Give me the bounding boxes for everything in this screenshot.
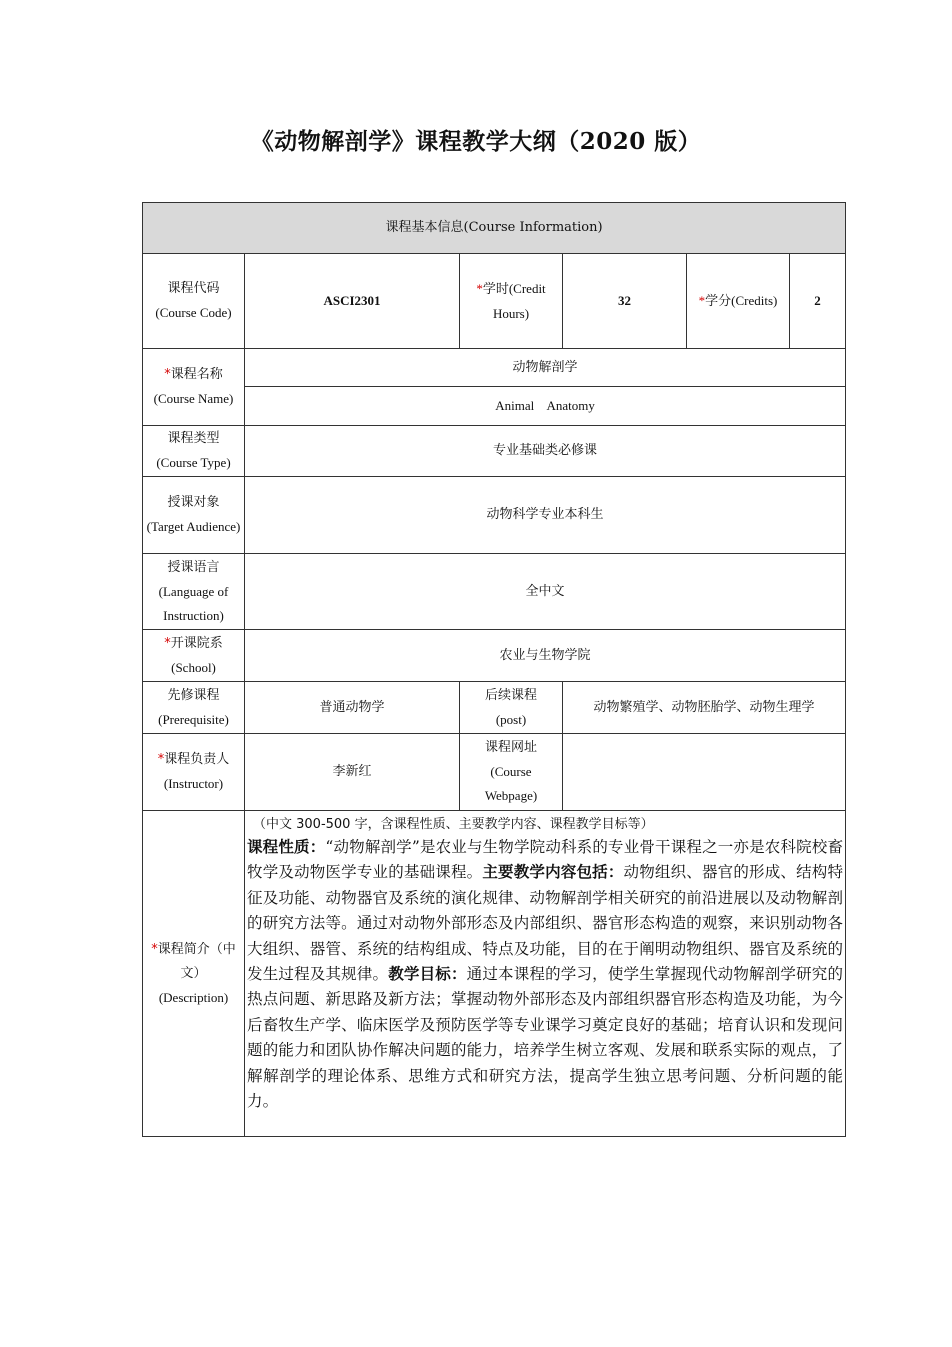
course-type-value: 专业基础类必修课 <box>245 426 846 477</box>
course-code-value: ASCI2301 <box>245 254 460 349</box>
webpage-label: 课程网址 (Course Webpage) <box>460 734 563 811</box>
content-label: 主要教学内容包括： <box>482 863 624 882</box>
header-zh: 课程基本信息 <box>385 220 464 235</box>
description-row <box>143 811 846 1137</box>
course-name-zh: 动物解剖学 <box>245 349 846 387</box>
webpage-value <box>563 734 846 811</box>
target-audience-value: 动物科学专业本科生 <box>245 477 846 554</box>
content-text: 动物组织、器官的形成、结构特征及功能、动物器官及系统的演化规律、动物解剖学相关研究的前沿进展以及动物解剖的研究方法等。通过对动物外部形态及内部组织、器官形态构造的观察，来识别动物各大组织、器管、系统的结构组成、特点及功能，目的在于阐明动物组织、器官及系统的发生过程及其规律。 <box>247 863 844 984</box>
instructor-value: 李新红 <box>245 734 460 811</box>
credit-hours-value: 32 <box>563 254 687 349</box>
post-course-value: 动物繁殖学、动物胚胎学、动物生理学 <box>563 682 846 734</box>
credits-value: 2 <box>790 254 846 349</box>
post-course-label: 后续课程 (post) <box>460 682 563 734</box>
course-type-row <box>143 426 846 477</box>
required-mark: * <box>157 752 165 767</box>
language-row <box>143 554 846 630</box>
instructor-row <box>143 734 846 811</box>
document-title: 《动物解剖学》课程教学大纲（2020 版） <box>250 128 702 155</box>
required-mark: * <box>698 292 706 308</box>
required-mark: * <box>151 941 158 957</box>
goal-text: 通过本课程的学习，使学生掌握现代动物解剖学研究的热点问题、新思路及新方法；掌握动物外部形态及内部组织器官形态构造及功能，为今后畜牧生产学、临床医学及预防医学等专业课学习奠定良好的基础；培育认识和发现问题的能力和团队协作解决问题的能力，培养学生树立客观、发展和联系实际的观点，了解解剖学的理论体系、思维方式和研究方法，提高学生独立思考问题、分析问题的能力。 <box>247 965 844 1111</box>
prerequisite-value: 普通动物学 <box>245 682 460 734</box>
prerequisite-label: 先修课程 (Prerequisite) <box>143 682 245 734</box>
goal-label: 教学目标： <box>388 965 467 984</box>
table-header-row <box>143 203 846 254</box>
description-body <box>247 835 843 1114</box>
course-code-row <box>143 254 846 349</box>
nature-label: 课程性质： <box>247 838 326 856</box>
course-name-row <box>143 349 846 387</box>
required-mark: * <box>476 280 483 296</box>
required-mark: * <box>164 367 171 382</box>
course-info-table <box>142 202 846 1137</box>
description-label: *课程简介（中文） (Description) <box>143 811 245 1137</box>
credits-label: *学分(Credits) <box>687 254 790 349</box>
required-mark: * <box>164 635 171 651</box>
nature-text: “动物解剖学”是农业与生物学院动科系的专业骨干课程之一亦是农科院校畜牧学及动物医学专业的基础课程。 <box>247 838 844 882</box>
course-name-label: *课程名称 (Course Name) <box>143 349 245 426</box>
course-name-en-row <box>143 387 846 426</box>
course-name-en: Animal Anatomy <box>245 387 846 426</box>
target-audience-row <box>143 477 846 554</box>
credit-hours-label: *学时(Credit Hours) <box>460 254 563 349</box>
table-header <box>143 203 846 254</box>
school-label: *开课院系 (School) <box>143 630 245 682</box>
prerequisite-row <box>143 682 846 734</box>
school-value: 农业与生物学院 <box>245 630 846 682</box>
language-value: 全中文 <box>245 554 846 630</box>
target-audience-label: 授课对象 (Target Audience) <box>143 477 245 554</box>
language-label: 授课语言 (Language of Instruction) <box>143 554 245 630</box>
description-note: （中文 300-500 字，含课程性质、主要教学内容、课程教学目标等） <box>253 817 654 832</box>
header-en: (Course Information) <box>463 220 603 235</box>
course-code-label: 课程代码 (Course Code) <box>143 254 245 349</box>
instructor-label: *课程负责人 (Instructor) <box>143 734 245 811</box>
description-content <box>245 811 846 1137</box>
course-type-label: 课程类型 (Course Type) <box>143 426 245 477</box>
school-row <box>143 630 846 682</box>
